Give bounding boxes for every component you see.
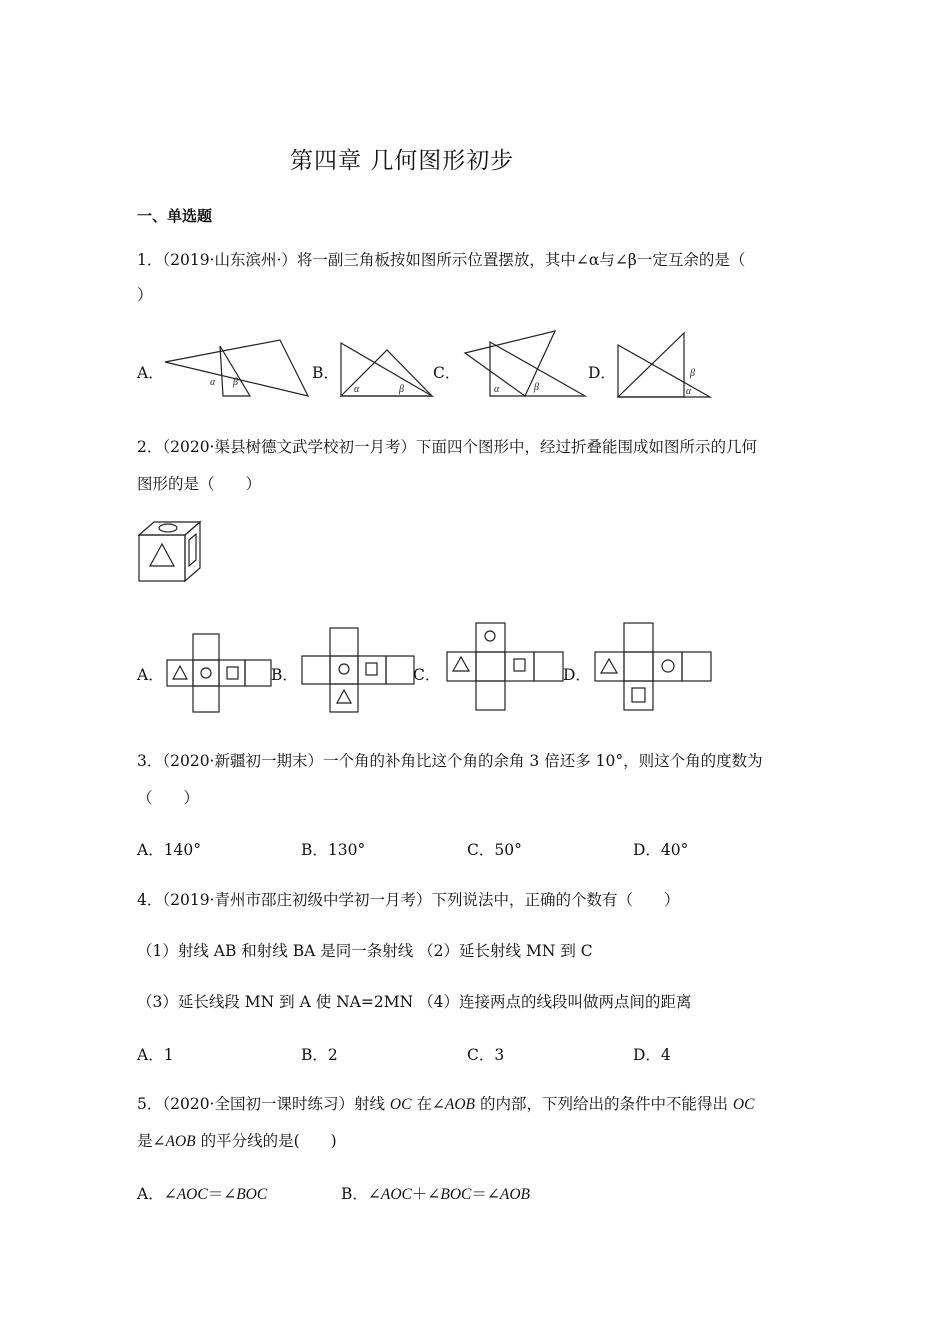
net-a-triangle (173, 666, 187, 679)
question-2-text-cont: 图形的是（ ） (137, 475, 262, 493)
q1d-alpha-label: α (686, 386, 692, 397)
net-c-triangle (453, 657, 469, 671)
q1-option-d-label: D． (588, 364, 616, 382)
q3-option-a: A．140° (137, 841, 202, 859)
q2-option-b-label: B． (271, 666, 298, 684)
q1a-beta-label: β (233, 377, 238, 388)
cube-side-face (185, 522, 200, 581)
q2-net-a (165, 630, 275, 715)
question-1-text-cont: ） (137, 286, 153, 304)
question-1-text: 1．（2019·山东滨州·）将一副三角板按如图所示位置摆放，其中∠α与∠β一定互余的是（ (137, 251, 746, 269)
question-5-text: 5．（2020·全国初一课时练习）射线 OC 在∠AOB 的内部，下列给出的条件中不能得出 OC (137, 1095, 755, 1113)
q4-option-b: B．2 (301, 1046, 338, 1064)
q1b-alpha-label: α (354, 384, 360, 395)
q5-option-a: A．∠AOC＝∠BOC (137, 1185, 268, 1203)
question-3-text: 3．（2020·新疆初一期末）一个角的补角比这个角的余角 3 倍还多 10°，则这个角的度数为 (137, 752, 763, 770)
q4-option-d: D．4 (633, 1046, 671, 1064)
question-4-statement-1-2: （1）射线 AB 和射线 BA 是同一条射线 （2）延长射线 MN 到 C (137, 942, 593, 960)
q1-figure-a (160, 335, 315, 400)
q2-net-c (444, 620, 566, 715)
q1c-triangle-1 (465, 331, 555, 396)
question-4-statement-3-4: （3）延长线段 MN 到 A 使 NA=2MN （4）连接两点的线段叫做两点间的距离 (137, 993, 692, 1011)
q2-option-c-label: C． (413, 666, 441, 684)
q1c-beta-label: β (534, 382, 539, 393)
q5-option-b: B．∠AOC＋∠BOC＝∠AOB (341, 1185, 531, 1203)
cube-square-mark (189, 534, 196, 566)
q1d-triangle-2 (618, 333, 684, 397)
q2-cube-figure (137, 520, 207, 584)
net-b-square (366, 663, 377, 675)
q4-option-a: A．1 (137, 1046, 174, 1064)
cube-triangle-mark (150, 544, 174, 566)
net-b-circle (339, 664, 349, 674)
net-d-square (632, 688, 645, 702)
net-c-circle (485, 631, 495, 641)
net-a-square (227, 667, 238, 679)
page-title: 第四章 几何图形初步 (290, 148, 515, 174)
net-b-triangle (337, 690, 351, 703)
q2-option-a-label: A． (137, 666, 164, 684)
q3-option-d: D．40° (633, 841, 689, 859)
q2-option-d-label: D． (563, 666, 591, 684)
q1d-beta-label: β (690, 368, 695, 379)
q2-net-d (592, 620, 716, 715)
q3-option-b: B．130° (301, 841, 366, 859)
q4-option-c: C．3 (467, 1046, 505, 1064)
q3-option-c: C．50° (467, 841, 522, 859)
q2-net-b (300, 625, 418, 715)
question-4-text: 4．（2019·青州市邵庄初级中学初一月考）下列说法中，正确的个数有（ ） (137, 891, 680, 909)
net-d-circle (662, 660, 674, 672)
q1-figure-b (337, 340, 437, 400)
net-d-triangle (601, 659, 617, 673)
section-heading: 一、单选题 (137, 207, 213, 225)
question-5-text-cont: 是∠AOB 的平分线的是( ) (137, 1132, 337, 1150)
q1-figure-d (614, 330, 714, 400)
q1a-triangle-2 (220, 346, 250, 396)
q1-option-c-label: C． (433, 364, 461, 382)
cube-circle-mark (159, 524, 177, 532)
q1c-alpha-label: α (494, 384, 500, 395)
net-c-square (514, 659, 525, 671)
q1-figure-c (460, 328, 590, 400)
q1-option-b-label: B． (312, 364, 339, 382)
q1a-alpha-label: α (210, 377, 216, 388)
cube-front-face (139, 535, 185, 581)
q1b-beta-label: β (399, 384, 404, 395)
question-3-text-cont: （ ） (137, 789, 200, 807)
q1-option-a-label: A． (137, 364, 164, 382)
question-2-text: 2．（2020·渠县树德文武学校初一月考）下面四个图形中，经过折叠能围成如图所示的几何 (137, 438, 757, 456)
net-a-circle (201, 668, 211, 678)
